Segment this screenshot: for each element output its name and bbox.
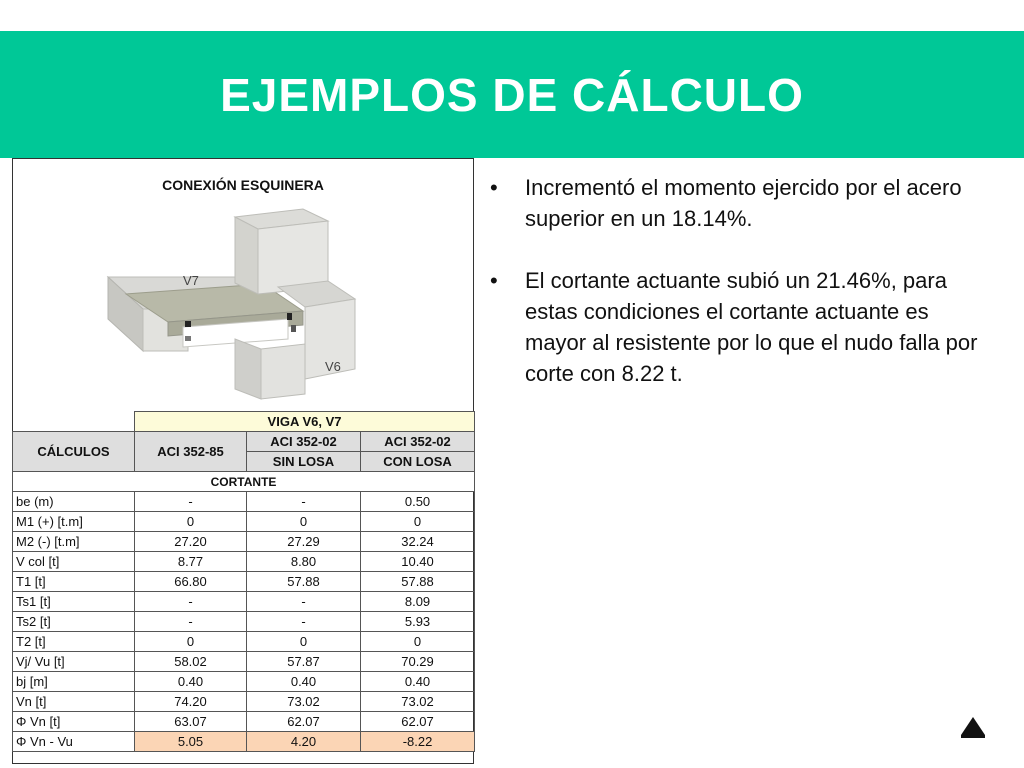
table-header-row	[13, 432, 475, 452]
section-row	[13, 472, 475, 492]
triangle-up-icon-base[interactable]	[961, 735, 985, 738]
row-value: -	[247, 492, 361, 512]
table-row	[13, 732, 475, 752]
row-value: 57.88	[247, 572, 361, 592]
bullet-list	[490, 172, 990, 420]
bullet-item	[490, 172, 990, 234]
row-value: 74.20	[135, 692, 247, 712]
col-header-aci85: ACI 352-85	[135, 432, 247, 472]
row-value: -	[135, 592, 247, 612]
row-value: 10.40	[361, 552, 475, 572]
rebar-mark-2	[185, 336, 191, 341]
row-value: 32.24	[361, 532, 475, 552]
row-label: Vn [t]	[13, 692, 135, 712]
row-value: 27.20	[135, 532, 247, 552]
row-label: Φ Vn [t]	[13, 712, 135, 732]
row-label: Ts1 [t]	[13, 592, 135, 612]
rebar-mark-1	[185, 321, 191, 327]
row-value: 5.05	[135, 732, 247, 752]
row-value: 70.29	[361, 652, 475, 672]
table-row	[13, 612, 475, 632]
row-value: 73.02	[247, 692, 361, 712]
row-value: -	[135, 612, 247, 632]
table-row	[13, 572, 475, 592]
row-label: be (m)	[13, 492, 135, 512]
row-value: -	[247, 612, 361, 632]
table-row	[13, 492, 475, 512]
row-value: 0	[361, 632, 475, 652]
column-lower-front	[235, 339, 261, 399]
section-cortante: CORTANTE	[13, 472, 475, 492]
bullet-item	[490, 265, 990, 389]
row-value: 63.07	[135, 712, 247, 732]
row-label: M2 (-) [t.m]	[13, 532, 135, 552]
corner-connection-drawing	[93, 199, 393, 414]
table-body	[13, 492, 475, 752]
row-value: 8.77	[135, 552, 247, 572]
label-v7: V7	[183, 273, 199, 288]
row-value: 0	[247, 512, 361, 532]
col-header-calculos: CÁLCULOS	[13, 432, 135, 472]
row-value: 66.80	[135, 572, 247, 592]
row-value: 27.29	[247, 532, 361, 552]
row-value: 0	[247, 632, 361, 652]
row-value: 0	[135, 512, 247, 532]
row-value: 0.40	[135, 672, 247, 692]
rebar-mark-4	[291, 325, 296, 332]
table-row	[13, 592, 475, 612]
row-value: -	[247, 592, 361, 612]
bullet-glyph: •	[490, 175, 498, 200]
triangle-up-icon[interactable]	[961, 717, 985, 735]
subheader-sin-losa: SIN LOSA	[247, 452, 361, 472]
calculation-table	[12, 411, 475, 752]
row-value: 62.07	[361, 712, 475, 732]
column-lower-side	[261, 344, 305, 399]
row-value: -	[135, 492, 247, 512]
table-row	[13, 712, 475, 732]
subheader-con-losa: CON LOSA	[361, 452, 475, 472]
row-value: 0.50	[361, 492, 475, 512]
bullet-text: Incrementó el momento ejercido por el acero superior en un 18.14%.	[525, 175, 962, 231]
row-label: Φ Vn - Vu	[13, 732, 135, 752]
slide-title: EJEMPLOS DE CÁLCULO	[220, 68, 804, 121]
row-label: bj [m]	[13, 672, 135, 692]
row-value: 73.02	[361, 692, 475, 712]
row-label: M1 (+) [t.m]	[13, 512, 135, 532]
col-header-aci02-a: ACI 352-02	[247, 432, 361, 452]
bullet-text: El cortante actuante subió un 21.46%, para estas condiciones el cortante actuante es mayor al resistente por lo que el nudo falla por corte con 8.22 t.	[525, 268, 978, 386]
title-bar	[0, 31, 1024, 158]
col-header-aci02-b: ACI 352-02	[361, 432, 475, 452]
row-label: Vj/ Vu [t]	[13, 652, 135, 672]
bullet-glyph: •	[490, 268, 498, 293]
row-label: T2 [t]	[13, 632, 135, 652]
table-group-header-row	[13, 412, 475, 432]
group-header: VIGA V6, V7	[135, 412, 475, 432]
row-value: 0.40	[361, 672, 475, 692]
row-value: 8.80	[247, 552, 361, 572]
row-value: 0	[361, 512, 475, 532]
row-value: 57.87	[247, 652, 361, 672]
column-upper-front	[235, 217, 258, 294]
table-row	[13, 652, 475, 672]
row-value: 5.93	[361, 612, 475, 632]
row-value: 8.09	[361, 592, 475, 612]
row-value: 58.02	[135, 652, 247, 672]
rebar-mark-3	[287, 313, 292, 320]
row-value: 4.20	[247, 732, 361, 752]
row-value: 57.88	[361, 572, 475, 592]
row-value: 0	[135, 632, 247, 652]
row-label: Ts2 [t]	[13, 612, 135, 632]
row-label: T1 [t]	[13, 572, 135, 592]
table-row	[13, 672, 475, 692]
row-label: V col [t]	[13, 552, 135, 572]
table-row	[13, 532, 475, 552]
label-v6: V6	[325, 359, 341, 374]
table-row	[13, 512, 475, 532]
table-row	[13, 552, 475, 572]
figure-title: CONEXIÓN ESQUINERA	[162, 177, 324, 193]
table-row	[13, 692, 475, 712]
row-value: 0.40	[247, 672, 361, 692]
row-value: 62.07	[247, 712, 361, 732]
table-row	[13, 632, 475, 652]
row-value: -8.22	[361, 732, 475, 752]
